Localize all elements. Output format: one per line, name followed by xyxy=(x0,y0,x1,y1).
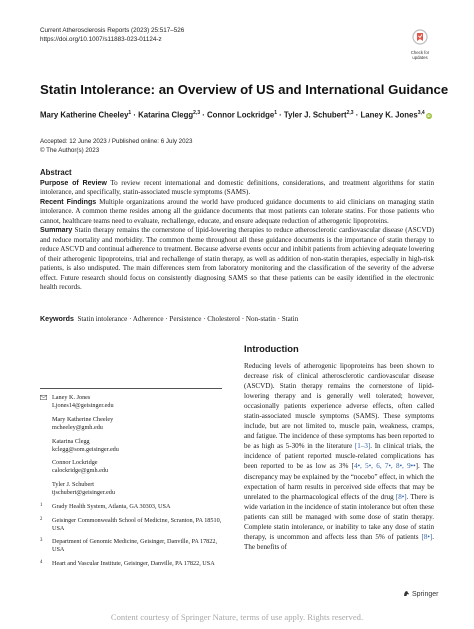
contact-name: Connor Lockridge xyxy=(52,459,98,467)
introduction-heading: Introduction xyxy=(244,343,299,354)
author-separator: · xyxy=(200,110,208,120)
corresponding-author xyxy=(40,394,222,410)
contact-email[interactable]: mcheeley@gmh.edu xyxy=(52,423,103,431)
check-for-updates-icon xyxy=(412,29,428,45)
findings-label: Recent Findings xyxy=(40,197,97,206)
author-separator: · xyxy=(353,110,361,120)
contact-entry xyxy=(52,394,222,410)
author-separator: · xyxy=(131,110,139,120)
contact-email[interactable]: Ljones14@geisinger.edu xyxy=(52,402,114,410)
publication-dates xyxy=(40,138,192,155)
contact-email[interactable]: tjschubert@geisinger.edu xyxy=(52,489,115,497)
doi-link[interactable]: https://doi.org/10.1007/s11883-023-01124-z xyxy=(40,35,162,43)
author-affil-sup: 3,4 xyxy=(417,110,425,116)
abstract-heading: Abstract xyxy=(40,168,72,177)
affiliation-number: 4 xyxy=(40,560,43,566)
intro-text: ]. The discrepancy may be explained by the “nocebo” effect, in which the expectation of harm results in perceived side effects that may be unrelated to the pharmacological effects of the drug xyxy=(244,462,435,501)
author-name[interactable]: Connor Lockridge xyxy=(207,110,275,120)
keywords xyxy=(40,315,298,323)
affiliation-text: Grady Health System, Atlanta, GA 30303, USA xyxy=(52,502,171,510)
badge-line-2: updates xyxy=(412,55,428,60)
author-separator: · xyxy=(276,110,284,120)
summary-text: Statin therapy remains the cornerstone of lipid-lowering therapies to reduce atherosclerotic cardiovascular disease (ASCVD) and reduce mortality and morbidity. The common theme throughout all these guidance documents is the importance of statin therapy to reduce ASCVD and continual adherence to treatment. Because adverse events occur and inhibit patients from achieving adequate lowering of their atherogenic lipoproteins, trial and rechallenge of statin therapy, as well as addition of non-statin therapies, especially in high-risk patients, is also undisputed. The main differences stem from laboratory monitoring and the classification of the severity of the adverse effect. Future research should focus on consistently diagnosing SAMS so that these patients can be easily identified in the electronic health records. xyxy=(40,226,434,291)
affiliation-number: 2 xyxy=(40,516,43,522)
journal-header xyxy=(40,27,184,44)
orcid-icon[interactable]: iD xyxy=(426,112,431,118)
author-name[interactable]: Mary Katherine Cheeley xyxy=(40,110,129,120)
affiliation-text: Geisinger Commonwealth School of Medicine, Scranton, PA 18510, USA xyxy=(52,516,222,532)
contact-name: Katarina Clegg xyxy=(52,437,90,445)
springer-horse-icon xyxy=(403,590,410,597)
purpose-text: To review recent international and domestic definitions, considerations, and treatment algorithms for statin intolerance, and specifically, statin-associated muscle symptoms (SAMS). xyxy=(40,178,434,196)
author-affil-sup: 2,3 xyxy=(346,110,354,116)
affiliation-text: Department of Genomic Medicine, Geisinger, Danville, PA 17822, USA xyxy=(52,538,218,554)
author-name[interactable]: Tyler J. Schubert xyxy=(283,110,347,120)
affiliation xyxy=(40,517,222,533)
introduction-paragraph xyxy=(244,361,434,552)
affiliation xyxy=(40,560,222,568)
abstract-summary xyxy=(40,226,434,293)
footnote-divider xyxy=(40,388,222,389)
copyright-notice: © The Author(s) 2023 xyxy=(40,146,100,154)
citation-link[interactable]: 4•, 5•, 6, 7•, 8•, 9•• xyxy=(354,462,416,471)
accepted-published-dates: Accepted: 12 June 2023 / Published online: 6 July 2023 xyxy=(40,138,193,145)
contact-name: Mary Katherine Cheeley xyxy=(52,415,114,423)
contact-email[interactable]: kclegg@som.geisinger.edu xyxy=(52,445,119,453)
journal-citation: Current Atherosclerosis Reports (2023) 25:517–526 xyxy=(40,27,185,34)
contact-entry xyxy=(52,438,222,454)
affiliation xyxy=(40,538,222,554)
author-name[interactable]: Katarina Clegg xyxy=(138,110,194,120)
intro-text: . The benefits of xyxy=(244,532,434,551)
author-contacts xyxy=(40,394,222,574)
intro-text: . There is wide variation in the incidence of statin intolerance but often these patients can still be managed with some dose of statin therapy. Complete statin intolerance, or inability to take any dose of statin therapy, is uncommon and affects less than 5% of patients xyxy=(244,492,434,541)
author-list xyxy=(40,110,432,120)
keywords-label: Keywords xyxy=(40,315,74,323)
article-title: Statin Intolerance: an Overview of US and International Guidance xyxy=(40,82,449,97)
abstract-findings xyxy=(40,198,434,227)
contact-email[interactable]: calockridge@gmh.edu xyxy=(52,467,109,475)
citation-link[interactable]: [8•] xyxy=(395,492,407,501)
contact-entry xyxy=(52,481,222,497)
contact-entry xyxy=(52,416,222,432)
intro-text: . In clinical trials, the incidence of patient reported muscle-related complications has been reported to be as low as 3% [ xyxy=(244,442,435,471)
contact-entry xyxy=(52,459,222,475)
affiliation xyxy=(40,503,222,511)
courtesy-footer: Content courtesy of Springer Nature, terms of use apply. Rights reserved. xyxy=(110,612,364,622)
check-for-updates-badge[interactable] xyxy=(408,29,432,60)
envelope-icon xyxy=(40,395,47,400)
publisher-name: Springer xyxy=(412,591,439,598)
publisher-logo xyxy=(403,590,438,598)
citation-link[interactable]: [1–3] xyxy=(354,442,371,451)
badge-line-1: Check for xyxy=(410,50,430,55)
intro-text: Reducing levels of atherogenic lipoproteins has been shown to decrease risk of clinical atherosclerotic cardiovascular disease (ASCVD). Statin therapy remains the cornerstone of lipid-lowering therapy and is generally well tolerated; however, occasionally patients experience adverse effects, often called statin-associated muscle symptoms (SAMS). These symptoms include, but are not limited to, muscle pain, weakness, cramps, and fatigue. The incidence of these symptoms has been reported to be as high as 5-30% in the literature xyxy=(244,362,434,451)
contact-name: Laney K. Jones xyxy=(52,394,91,401)
affiliation-number: 1 xyxy=(40,502,43,508)
introduction-body xyxy=(244,361,434,552)
contact-name: Tyler J. Schubert xyxy=(52,481,95,489)
abstract-section xyxy=(40,168,434,293)
abstract-purpose xyxy=(40,179,434,198)
author-affil-sup: 2,3 xyxy=(193,110,201,116)
findings-text: Multiple organizations around the world have produced guidance documents to aid clinicians on managing statin intolerance. A common theme resides among all the guidance documents that most patients can tolerate statins. For those patients who cannot, healthcare teams need to evaluate, rechallenge, educate, and ensure adequate reduction of atherogenic lipoproteins. xyxy=(40,197,434,225)
citation-link[interactable]: [8•] xyxy=(421,532,433,541)
purpose-label: Purpose of Review xyxy=(40,178,107,187)
author-affil-sup: 1 xyxy=(128,110,132,116)
author-name[interactable]: Laney K. Jones xyxy=(360,110,418,120)
affiliation-number: 3 xyxy=(40,538,43,544)
summary-label: Summary xyxy=(40,226,73,234)
affiliation-text: Heart and Vascular Institute, Geisinger, Danville, PA 17822, USA xyxy=(52,560,215,568)
author-affil-sup: 1 xyxy=(274,110,277,116)
keywords-text: Statin intolerance · Adherence · Persistence · Cholesterol · Non-statin · Statin xyxy=(77,315,299,323)
